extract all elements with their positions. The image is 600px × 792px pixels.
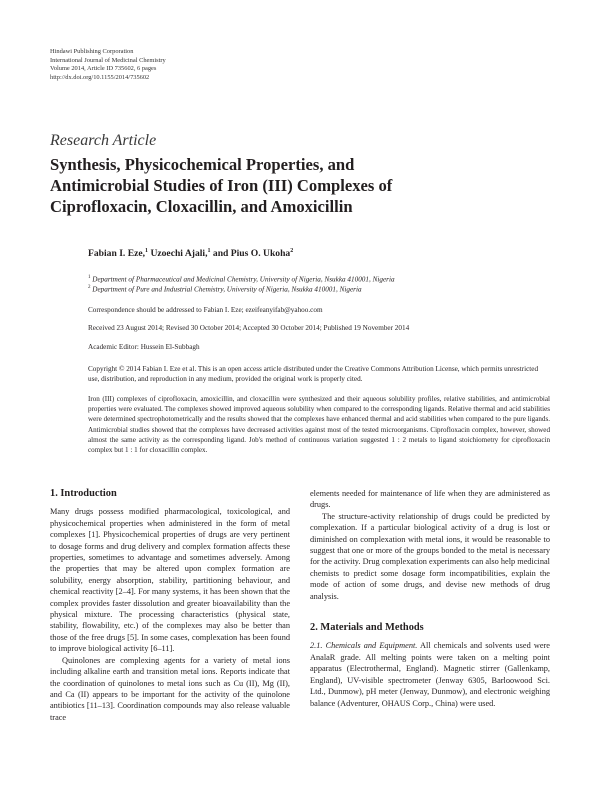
publication-dates: Received 23 August 2014; Revised 30 October 2014; Accepted 30 October 2014; Published 19 November 2014 — [88, 324, 410, 332]
publisher-name: Hindawi Publishing Corporation — [50, 48, 134, 55]
article-title — [50, 154, 470, 217]
author-affil-mark: 1 — [145, 248, 149, 254]
section-heading: 2. Materials and Methods — [310, 622, 424, 634]
article-type: Research Article — [50, 132, 157, 149]
affiliation-text: Department of Pure and Industrial Chemistry, University of Nigeria, Nsukka 410001, Nigeria — [92, 285, 362, 294]
author-name: Pius O. Ukoha — [230, 248, 291, 260]
affiliation-mark: 2 — [88, 285, 91, 290]
body-paragraph: elements needed for maintenance of life when they are administered as drugs. — [310, 489, 550, 510]
left-column — [50, 488, 290, 723]
body-paragraph: Many drugs possess modified pharmacological, toxicological, and physicochemical properties when administered in the form of metal complexes [1]. Physicochemical properties of drugs are very pertinent to dosage forms and drug delivery and complex formation affects these properties, sometimes to advantage and sometimes adversely. Among the properties that may be altered upon complex formation are solubility, energy absorption, stability, partitioning behaviour, and chemical reactivity [2–4]. For many systems, it has been shown that the complex provides faster dissolution and greater bioavailability than the physical mixture. The processing characteristics (physical state, stability, flowability, etc.) of the complexes may also be better than those of the free drugs [5]. In some cases, complexation has been found to improve biological activity [6–11]. — [50, 507, 290, 654]
author-name: Uzoechi Ajali, — [150, 248, 208, 260]
author-affil-mark: 2 — [290, 248, 294, 254]
paragraph-text: All chemicals and solvents used were AnalaR grade. All melting points were taken on a melting point apparatus (Electrothermal, England). Magnetic stirrer (Gallenkamp, England), UV-visible spectrometer (Jenway 6305, Barloowood Sci. Ltd., Dunmow), pH meter (Jenway, Dunmow), and electronic weighing balance (Adventurer, OHAUS Corp., China) were used. — [310, 641, 550, 708]
copyright-notice: Copyright © 2014 Fabian I. Eze et al. This is an open access article distributed under the Creative Commons Attribution License, which permits unrestricted use, distribution, and reproduction in any medium, provided the original work is properly cited. — [88, 365, 539, 383]
abstract: Iron (III) complexes of ciprofloxacin, amoxicillin, and cloxacillin were synthesized and their aqueous solubility profiles, relative stabilities, and antimicrobial properties were evaluated. The complexes showed improved aqueous solubility when compared to the corresponding ligands. Relative thermal and acid stabilities were determined spectrophotometrically and the results showed that the complexes have enhanced thermal and acid stabilities when compared to the pure ligands. Antimicrobial studies showed that the complexes have decreased activities against most of the tested microorganisms. Ciprofloxacin complex, however, showed almost the same activity as the corresponding ligand. Job's method of continuous variation suggested 1 : 2 metals to ligand stoichiometry for ciprofloxacin complex but 1 : 1 for cloxacillin complex. — [88, 395, 550, 455]
academic-editor: Academic Editor: Hussein El-Subbagh — [88, 343, 200, 351]
doi-link[interactable]: http://dx.doi.org/10.1155/2014/735602 — [50, 73, 150, 81]
subsection-heading: 2.1. Chemicals and Equipment. — [310, 641, 418, 651]
body-paragraph: Quinolones are complexing agents for a variety of metal ions including alkaline earth and transition metal ions. Reports indicate that the coordination of quinolones to metal ions such as Cu (II), Mg (II), and Ca (II) appears to be important for the activity of the quinolone antibiotics [11–13]. Coordination compounds may also release valuable trace — [50, 655, 290, 722]
affiliation-text: Department of Pharmaceutical and Medicinal Chemistry, University of Nigeria, Nsukka 410001, Nigeria — [92, 275, 395, 284]
body-paragraph — [310, 640, 550, 708]
title-line: Synthesis, Physicochemical Properties, and — [50, 155, 355, 174]
affiliation-mark: 1 — [88, 275, 91, 280]
affiliation-1 — [88, 275, 395, 283]
title-line: Antimicrobial Studies of Iron (III) Complexes of — [50, 176, 393, 195]
correspondence: Correspondence should be addressed to Fabian I. Eze; ezeifeanyifab@yahoo.com — [88, 306, 323, 314]
affiliation-2 — [88, 285, 362, 293]
body-paragraph: The structure-activity relationship of drugs could be predicted by complexation. If a particular biological activity of a drug is lost or diminished on complexation with metal ions, it would be reasonable to suggest that one or more of the groups bonded to the metal is necessary for the activity. Drug complexation experiments can also help medicinal chemists to predict some dosage form incompatibilities, explain the mode of action of some drugs, and devise new methods of drug analysis. — [310, 511, 550, 601]
volume-info: Volume 2014, Article ID 735602, 6 pages — [50, 65, 157, 73]
author-conjunction: and — [212, 248, 229, 260]
journal-name: International Journal of Medicinal Chemistry — [50, 56, 166, 64]
author-affil-mark: 1 — [207, 248, 211, 254]
section-heading: 1. Introduction — [50, 488, 117, 499]
author-list — [88, 248, 293, 259]
right-column — [310, 488, 550, 709]
title-line: Ciprofloxacin, Cloxacillin, and Amoxicillin — [50, 197, 353, 216]
publisher-info — [50, 48, 166, 82]
author-name: Fabian I. Eze, — [88, 248, 146, 260]
